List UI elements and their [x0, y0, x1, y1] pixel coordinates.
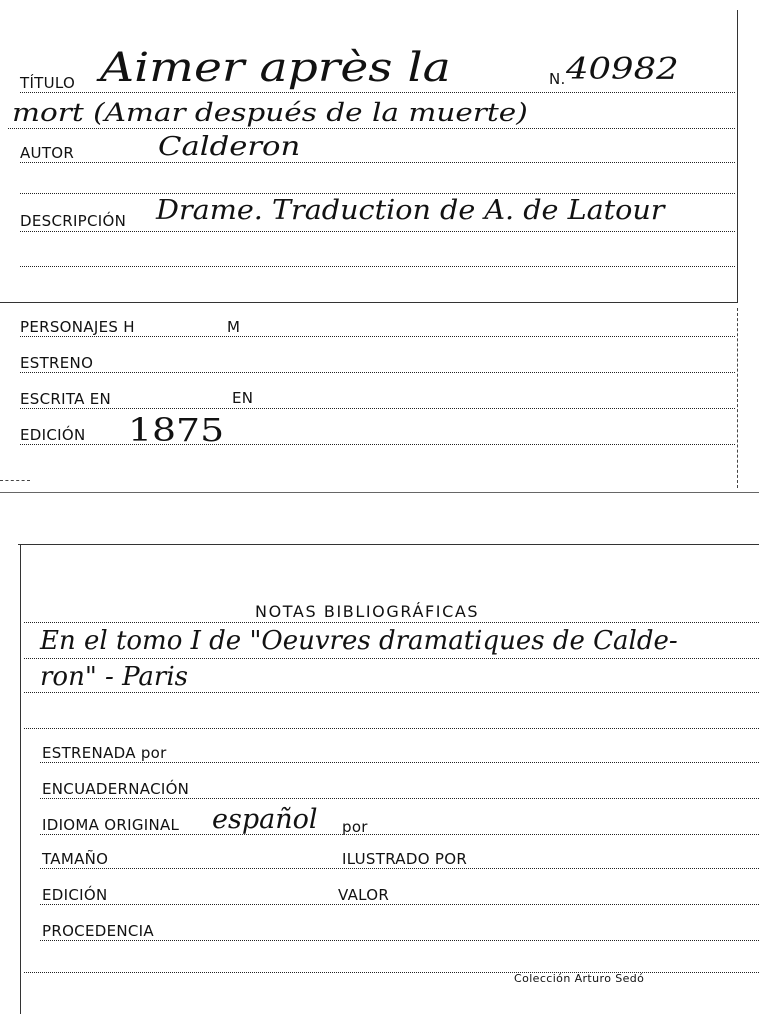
escrita-line	[20, 408, 735, 409]
descripcion-line-2	[20, 266, 735, 267]
estreno-label: ESTRENO	[20, 354, 94, 372]
card1-right-border-lower	[737, 308, 738, 488]
edicion-line	[20, 444, 735, 445]
autor-line	[20, 162, 735, 163]
idioma-por-label: por	[342, 818, 368, 836]
blank-line-bottom	[24, 972, 759, 973]
encuadernacion-line	[40, 798, 759, 799]
personajes-label: PERSONAJES H	[20, 318, 135, 336]
notes-line-3	[24, 728, 759, 729]
numero-value: 40982	[566, 52, 679, 87]
descripcion-line	[20, 231, 735, 232]
card2-edicion-label: EDICIÓN	[42, 886, 108, 904]
descripcion-label: DESCRIPCIÓN	[20, 212, 127, 230]
ilustrado-label: ILUSTRADO POR	[342, 850, 468, 868]
notes-line1: En el tomo I de "Oeuvres dramatiques de Calde-	[40, 626, 678, 656]
titulo-label: TÍTULO	[20, 74, 76, 92]
encuadernacion-label: ENCUADERNACIÓN	[42, 780, 190, 798]
card1-lower-dash	[0, 480, 30, 481]
titulo-value-line2: mort (Amar después de la muerte)	[12, 98, 528, 127]
card1-frame-divider	[0, 302, 738, 303]
autor-value: Calderon	[158, 132, 301, 162]
estrenada-line	[40, 762, 759, 763]
notas-heading: NOTAS BIBLIOGRÁFICAS	[255, 602, 480, 621]
personajes-line	[20, 336, 735, 337]
idioma-label: IDIOMA ORIGINAL	[42, 816, 180, 834]
card1-right-border	[737, 10, 738, 302]
card1-bottom-edge	[0, 492, 759, 493]
valor-label: VALOR	[338, 886, 390, 904]
card2-top-border	[18, 544, 759, 545]
personajes-m-label: M	[227, 318, 241, 336]
titulo-value-line1: Aimer après la	[100, 45, 451, 91]
card2-left-border	[20, 544, 21, 1014]
notes-line-2	[24, 692, 759, 693]
tamano-label: TAMAÑO	[42, 850, 109, 868]
escrita-label: ESCRITA EN	[20, 390, 112, 408]
edicion-valor-line	[40, 904, 759, 905]
procedencia-label: PROCEDENCIA	[42, 922, 154, 940]
notes-line-1	[24, 658, 759, 659]
numero-label: N.	[549, 70, 566, 88]
titulo-line	[20, 92, 735, 93]
titulo-line-2	[8, 128, 735, 129]
autor-label: AUTOR	[20, 144, 75, 162]
escrita-en-label: EN	[232, 389, 254, 407]
estreno-line	[20, 372, 735, 373]
descripcion-value: Drame. Traduction de A. de Latour	[156, 195, 665, 226]
tamano-line	[40, 868, 759, 869]
edicion-label: EDICIÓN	[20, 426, 86, 444]
idioma-line	[40, 834, 759, 835]
notes-line2: ron" - Paris	[40, 662, 189, 692]
heading-line	[24, 622, 759, 623]
edicion-value: 1875	[128, 411, 225, 449]
procedencia-line	[40, 940, 759, 941]
blank-line-1	[20, 193, 735, 194]
coleccion-footer: Colección Arturo Sedó	[514, 972, 645, 985]
idioma-value: español	[212, 804, 318, 835]
estrenada-label: ESTRENADA por	[42, 744, 167, 762]
